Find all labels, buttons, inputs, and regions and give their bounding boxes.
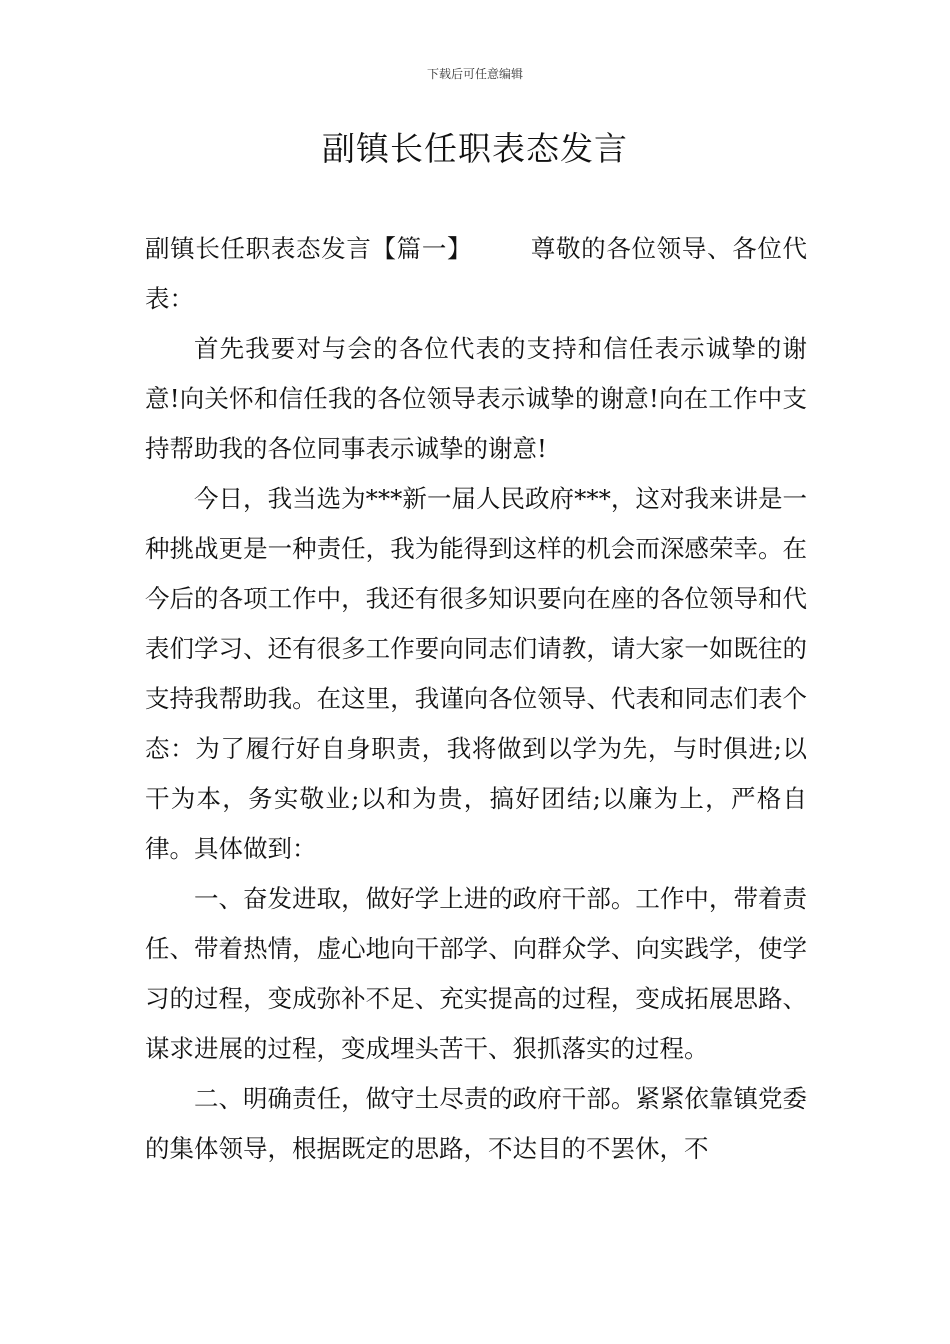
section-label: 副镇长任职表态发言【篇一】 [145, 234, 473, 263]
paragraph-point-two: 二、明确责任，做守土尽责的政府干部。紧紧依靠镇党委的集体领导，根据既定的思路，不达目的不罢休，不 [145, 1084, 807, 1163]
paragraph-point-one: 一、奋发进取，做好学上进的政府干部。工作中，带着责任、带着热情，虚心地向干部学、向群众学、向实践学，使学习的过程，变成弥补不足、充实提高的过程，变成拓展思路、谋求进展的过程，变成埋头苦干、狠抓落实的过程。 [145, 884, 807, 1063]
document-title: 副镇长任职表态发言 [322, 129, 628, 168]
greeting-text: 尊敬的各位领导、各位代表： [145, 234, 808, 313]
intro-paragraph [145, 224, 807, 324]
document-body [145, 224, 807, 1174]
header-note: 下载后可任意编辑 [426, 67, 523, 81]
paragraph-thanks: 首先我要对与会的各位代表的支持和信任表示诚挚的谢意!向关怀和信任我的各位领导表示诚挚的谢意!向在工作中支持帮助我的各位同事表示诚挚的谢意! [145, 334, 807, 463]
paragraph-commitment: 今日，我当选为***新一届人民政府***，这对我来讲是一种挑战更是一种责任，我为能得到这样的机会而深感荣幸。在今后的各项工作中，我还有很多知识要向在座的各位领导和代表们学习、还有很多工作要向同志们请教，请大家一如既往的支持我帮助我。在这里，我谨向各位领导、代表和同志们表个态：为了履行好自身职责，我将做到以学为先，与时俱进;以干为本，务实敬业;以和为贵，搞好团结;以廉为上，严格自律。具体做到： [145, 484, 807, 863]
